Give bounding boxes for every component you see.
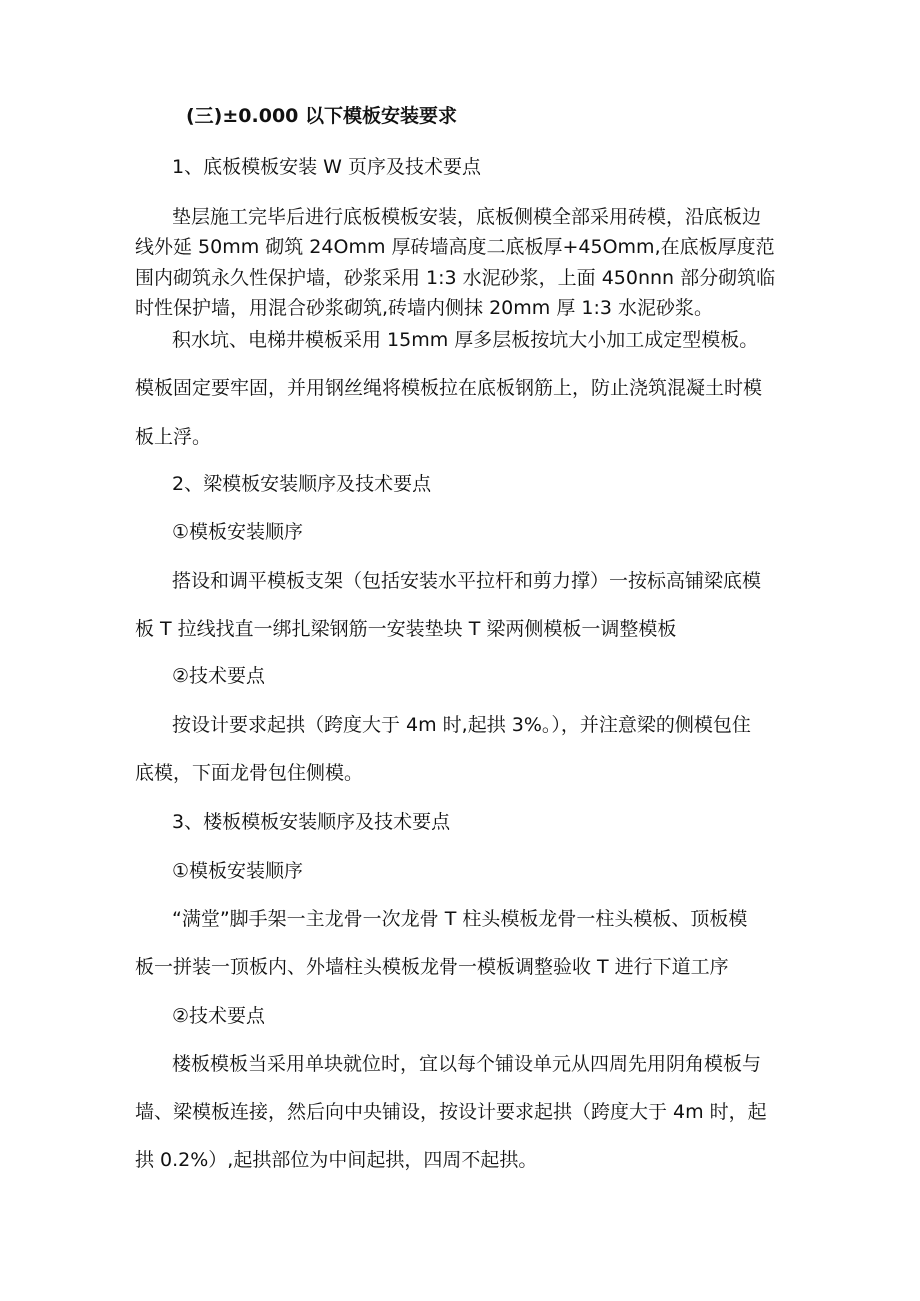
item3-sub1: ①模板安装顺序	[172, 860, 304, 882]
item2-sub2: ②技术要点	[172, 665, 266, 687]
para1-line1: 垫层施工完毕后进行底板模板安装，底板侧模全部采用砖模，沿底板边	[172, 206, 762, 228]
item2-heading: 2、梁模板安装顺序及技术要点	[172, 473, 432, 495]
para3-line2: 板 T 拉线找直一绑扎梁钢筋一安装垫块 T 梁两侧模板一调整模板	[135, 618, 677, 640]
section-title: (三)±0.000 以下模板安装要求	[186, 105, 458, 127]
para1-line2: 线外延 50mm 砌筑 24Omm 厚砖墙高度二底板厚+45Omm,在底板厚度范	[135, 236, 775, 258]
item3-sub2: ②技术要点	[172, 1005, 266, 1027]
para2-line2: 模板固定要牢固，并用钢丝绳将模板拉在底板钢筋上，防止浇筑混凝土时模	[135, 377, 763, 399]
para2-line3: 板上浮。	[135, 426, 212, 448]
para1-line4: 时性保护墙，用混合砂浆砌筑,砖墙内侧抹 20mm 厚 1:3 水泥砂浆。	[135, 297, 713, 319]
para4-line1: 按设计要求起拱（跨度大于 4m 时,起拱 3%。），并注意梁的侧模包住	[172, 714, 751, 736]
item1-heading: 1、底板模板安装 W 页序及技术要点	[172, 156, 481, 178]
para1-line3: 围内砌筑永久性保护墙，砂浆采用 1:3 水泥砂浆，上面 450nnn 部分砌筑临	[135, 267, 776, 289]
item3-heading: 3、楼板模板安装顺序及技术要点	[172, 811, 451, 833]
para6-line1: 楼板模板当采用单块就位时，宜以每个铺设单元从四周先用阴角模板与	[172, 1053, 762, 1075]
para6-line3: 拱 0.2%）,起拱部位为中间起拱，四周不起拱。	[135, 1149, 538, 1171]
para6-line2: 墙、梁模板连接，然后向中央铺设，按设计要求起拱（跨度大于 4m 时，起	[135, 1101, 767, 1123]
para5-line2: 板一拼装一顶板内、外墙柱头模板龙骨一模板调整验收 T 进行下道工序	[135, 956, 729, 978]
para4-line2: 底模，下面龙骨包住侧模。	[135, 762, 364, 784]
item2-sub1: ①模板安装顺序	[172, 521, 304, 543]
para5-line1: “满堂”脚手架一主龙骨一次龙骨 T 柱头模板龙骨一柱头模板、顶板模	[172, 908, 748, 930]
para3-line1: 搭设和调平模板支架（包括安装水平拉杆和剪力撑）一按标高铺梁底模	[172, 570, 762, 592]
para2-line1: 积水坑、电梯井模板采用 15mm 厚多层板按坑大小加工成定型模板。	[172, 329, 759, 351]
